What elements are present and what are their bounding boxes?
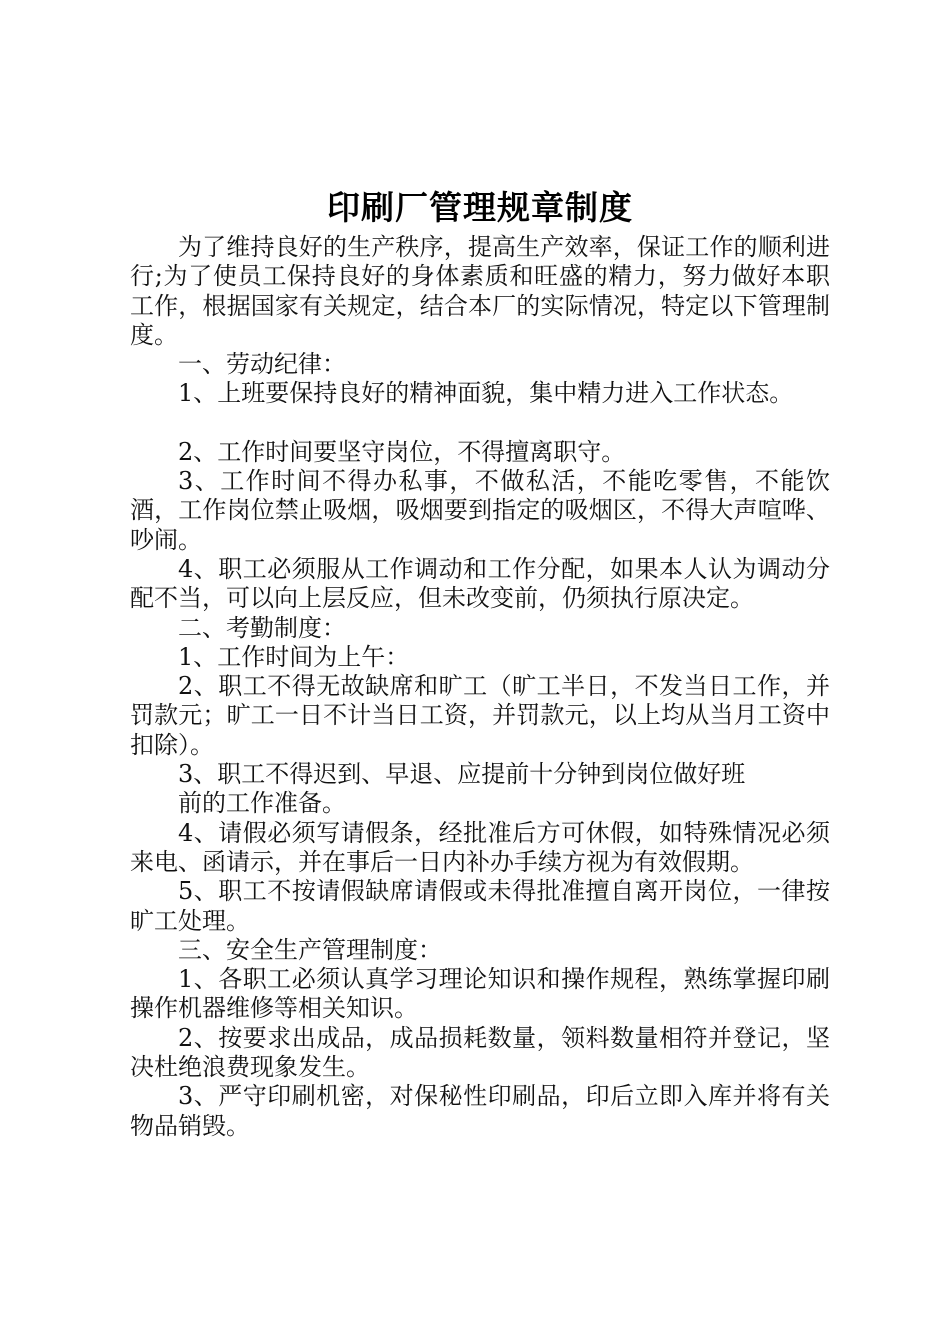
labor-item-4: 4、职工必须服从工作调动和工作分配，如果本人认为调动分配不当，可以向上层反应，但未改变前，仍须执行原决定。	[130, 554, 830, 613]
safety-item-2: 2、按要求出成品，成品损耗数量，领料数量相符并登记，坚决杜绝浪费现象发生。	[130, 1023, 830, 1082]
attendance-item-5: 5、职工不按请假缺席请假或未得批准擅自离开岗位，一律按旷工处理。	[130, 877, 830, 935]
section-heading-attendance: 二、考勤制度：	[178, 613, 346, 642]
section-heading-safety: 三、安全生产管理制度：	[178, 935, 442, 964]
document-page	[130, 183, 830, 1141]
section-heading-labor-discipline: 一、劳动纪律：	[178, 350, 346, 379]
attendance-item-1: 1、工作时间为上午：	[178, 642, 410, 671]
labor-item-3: 3、工作时间不得办私事，不做私活，不能吃零售，不能饮酒，工作岗位禁止吸烟，吸烟要到指定的吸烟区，不得大声喧哗、吵闹。	[130, 467, 830, 554]
labor-item-2: 2、工作时间要坚守岗位，不得擅离职守。	[178, 437, 626, 466]
labor-item-1: 1、上班要保持良好的精神面貌，集中精力进入工作状态。	[178, 379, 794, 408]
attendance-item-2: 2、职工不得无故缺席和旷工（旷工半日，不发当日工作，并罚款元；旷工一日不计当日工资，并罚款元，以上均从当月工资中扣除）。	[130, 672, 830, 759]
attendance-item-3: 3、职工不得迟到、早退、应提前十分钟到岗位做好班	[178, 760, 746, 789]
intro-paragraph: 为了维持良好的生产秩序，提高生产效率，保证工作的顺利进行;为了使员工保持良好的身体素质和旺盛的精力，努力做好本职工作，根据国家有关规定，结合本厂的实际情况，特定以下管理制度。	[130, 233, 830, 349]
safety-item-1: 1、各职工必须认真学习理论知识和操作规程，熟练掌握印刷操作机器维修等相关知识。	[130, 965, 830, 1023]
attendance-item-4: 4、请假必须写请假条，经批准后方可休假，如特殊情况必须来电、函请示，并在事后一日内补办手续方视为有效假期。	[130, 818, 830, 876]
attendance-item-3-continued: 前的工作准备。	[178, 789, 346, 818]
safety-item-3: 3、严守印刷机密，对保秘性印刷品，印后立即入库并将有关物品销毁。	[130, 1082, 830, 1140]
document-title: 印刷厂管理规章制度	[327, 188, 633, 227]
